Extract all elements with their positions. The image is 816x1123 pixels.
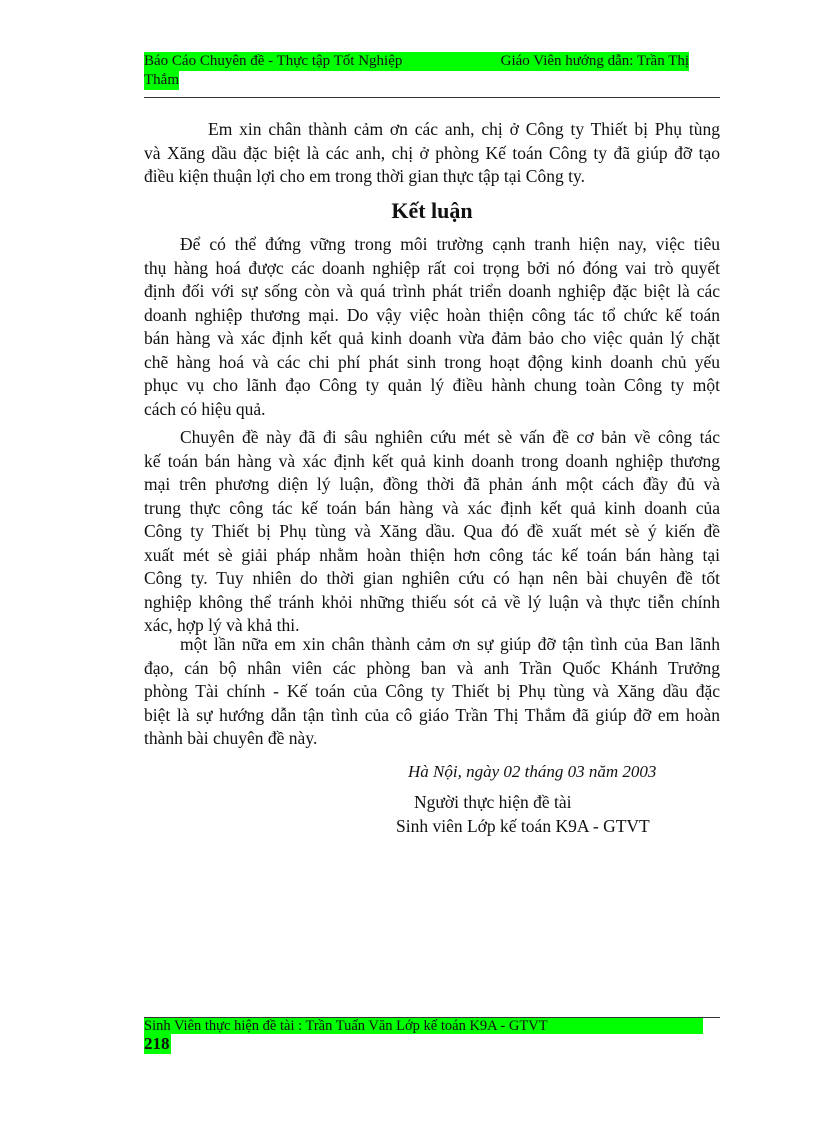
- footer-author: Sinh Viên thực hiện đề tài : Trần Tuấn Văn Lớp kế toán K9A - GTVT: [144, 1018, 703, 1034]
- text-line: một lần nữa em xin chân thành cảm ơn sự giúp đỡ tận tình của Ban lãnh: [180, 634, 720, 654]
- paragraph-conclusion-2: [144, 426, 720, 638]
- text-line: Để có thể đứng vững trong môi trường cạnh tranh hiện nay, việc tiêu: [180, 234, 720, 254]
- text-line: chẽ hàng hoá và các chi phí phát sinh trong hoạt động kinh doanh chủ yếu: [144, 351, 720, 372]
- header-supervisor-continuation: Thắm: [144, 72, 179, 88]
- text-line: xuất mét sè giải pháp nhằm hoàn thiện hơn công tác kế toán bán hàng tại: [144, 544, 720, 565]
- paragraph-thanks: [144, 118, 720, 189]
- date-line: Hà Nội, ngày 02 tháng 03 năm 2003: [408, 762, 657, 781]
- text-line: xác, hợp lý và khả thi.: [144, 615, 300, 635]
- text-line: bán hàng và xác định kết quả kinh doanh vừa đảm bảo cho việc quản lý chặt: [144, 328, 720, 348]
- text-line: cách có hiệu quả.: [144, 398, 266, 419]
- text-line: đạo, cán bộ nhân viên các phòng ban và anh Trần Quốc Khánh Trưởng: [144, 657, 720, 678]
- page-number: 218: [144, 1034, 170, 1053]
- page-header: [144, 52, 720, 90]
- text-line: doanh nghiệp thương mại. Do vậy việc hoàn thiện công tác tổ chức kế toán: [144, 304, 720, 325]
- text-line: Chuyên đề này đã đi sâu nghiên cứu mét sè vấn đề cơ bản về công tác: [180, 427, 720, 447]
- text-line: thụ hàng hoá được các doanh nghiệp rất coi trọng bởi nó đóng vai trò quyết: [144, 257, 720, 278]
- text-line: và Xăng dầu đặc biệt là các anh, chị ở phòng Kế toán Công ty đã giúp đỡ tạo: [144, 142, 720, 163]
- text-line: định đối với sự sống còn và quá trình phát triển doanh nghiệp đặc biệt là các: [144, 281, 720, 301]
- text-line: Công ty Thiết bị Phụ tùng và Xăng dầu. Qua đó đề xuất mét sè ý kiến đề: [144, 521, 720, 541]
- text-line: nghiệp không thể tránh khỏi những thiếu sót cả về lý luận và thực tiễn chính: [144, 591, 720, 612]
- text-line: Công ty. Tuy nhiên do thời gian nghiên cứu có hạn nên bài chuyên đề tốt: [144, 568, 720, 588]
- text-line: phòng Tài chính - Kế toán của Công ty Thiết bị Phụ tùng và Xăng dầu đặc: [144, 681, 720, 701]
- text-line: biệt là sự hướng dẫn tận tình của cô giáo Trần Thị Thắm đã giúp đỡ em hoàn: [144, 704, 720, 725]
- text-line: kế toán bán hàng và xác định kết quả kinh doanh trong doanh nghiệp thương: [144, 450, 720, 471]
- section-heading: Kết luận: [391, 198, 473, 223]
- signature-role: Người thực hiện đề tài: [414, 792, 572, 812]
- text-line: điều kiện thuận lợi cho em trong thời gian thực tập tại Công ty.: [144, 166, 585, 186]
- paragraph-conclusion-1: [144, 233, 720, 421]
- header-report-title: Báo Cáo Chuyên đề - Thực tập Tốt Nghiệp: [144, 53, 403, 69]
- text-line: Em xin chân thành cảm ơn các anh, chị ở Công ty Thiết bị Phụ tùng: [208, 119, 720, 139]
- header-supervisor: Giáo Viên hướng dẫn: Trần Thị: [500, 53, 689, 69]
- text-line: phục vụ cho lãnh đạo Công ty quản lý điều hành chung toàn Công ty một: [144, 375, 720, 395]
- header-rule: [144, 97, 720, 98]
- text-line: thành bài chuyên đề này.: [144, 728, 318, 748]
- text-line: trung thực công tác kế toán bán hàng và xác định kết quả kinh doanh của: [144, 497, 720, 518]
- paragraph-acknowledgement: [144, 633, 720, 751]
- signature-class: Sinh viên Lớp kế toán K9A - GTVT: [396, 816, 650, 836]
- text-line: mại trên phương diện lý luận, đồng thời đã phản ánh một cách đầy đủ và: [144, 474, 720, 494]
